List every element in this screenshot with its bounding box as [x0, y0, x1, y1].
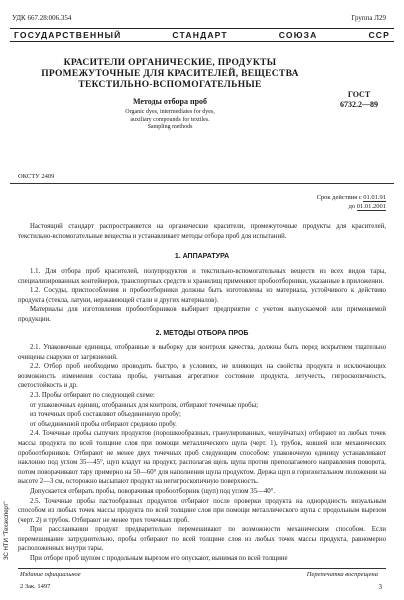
- banner-word: ГОСУДАРСТВЕННЫЙ: [14, 30, 122, 40]
- gost-number: ГОСТ 6732.2—89: [340, 90, 378, 109]
- section-1-body: 1.1. Для отбора проб красителей, полупродуктов и текстильно-вспомогательных веществ из всех видов тары, специализированных контейнеров, транспортных средств и хранилищ применяют пробоотборники, указанные в приложении. 1.2. Сосуды, приспособления и пробоотборники должны быть изготовлены из материала, устойчивого к действию продукта (стекла, латуни, нержавеющей стали и других материалов). Материалы для изготовления пробоотборников выбирает предприятие с учетом выпускаемой или применяемой продукции.: [18, 268, 386, 323]
- document-title: [20, 58, 320, 132]
- title-line: ПРОМЕЖУТОЧНЫЕ ДЛЯ КРАСИТЕЛЕЙ, ВЕЩЕСТВА: [41, 69, 299, 79]
- banner-word: СОЮЗА: [278, 30, 318, 40]
- banner-word: ССР: [368, 30, 390, 40]
- section-heading: 1. АППАРАТУРА: [174, 253, 230, 260]
- title-line: ТЕКСТИЛЬНО-ВСПОМОГАТЕЛЬНЫЕ: [78, 80, 262, 90]
- divider: [10, 183, 394, 184]
- page-number: 3: [378, 583, 382, 591]
- udk-code: УДК 667.28:006.354: [12, 14, 72, 22]
- section-heading: 2. МЕТОДЫ ОТБОРА ПРОБ: [155, 330, 249, 337]
- footer-official-edition: Издание официальное: [20, 571, 81, 578]
- banner-word: СТАНДАРТ: [172, 30, 228, 40]
- sidebar-stamp: ЗС НТИ "Техэксперт": [4, 501, 10, 560]
- standard-banner: [10, 28, 394, 42]
- title-line: КРАСИТЕЛИ ОРГАНИЧЕСКИЕ, ПРОДУКТЫ: [63, 58, 277, 68]
- subtitle-ru: Методы отбора проб: [132, 97, 208, 106]
- section-2-body: 2.1. Упаковочные единицы, отобранные в выборку для контроля качества, должны быть перед вскрытием тщательно очищены снаружи от загрязнений. 2.2. Отбор проб необходимо проводить быстро, в условиях, не влияющих на свойства продукта и исключающих возможность изменения состава пробы, учитывая агрегатное состояние продукта, летучесть, гигроскопичность, светостойкость и др. 2.3. Пробы отбирают по следующей схеме: от упаковочных единиц, отобранных для контроля, отбирают точечные пробы; из точечных проб составляют объединенную пробу; от объединенной пробы отбирают среднюю пробу. 2.4. Точечные пробы сыпучих продуктов (порошкообразных, гранулированных, чешуйчатых) отбирают из любых точек массы продукта по всей толщине слоя при помощи металлического щупа (черт. 1), трубок, ковшей или механических пробоотборников. Отбирают не менее двух точечных проб следующим способом: упаковочную единицу устанавливают наклонно под углом 35—45°, щуп кладут на продукт, располагая щель щупа против преполагаемого направления поворота, потом поворачивают тару примерно на 50—60° для наполнения щупа продуктом. Держа щуп в горизонтальном положении на высоте 2—3 см, осторожно высыпают продукт на негигроскопичную поверхность. Допускается отбирать пробы, поворачивая пробоотборник (щуп) под углом 35—40°. 2.5. Точечные пробы пастообразных продуктов отбирают после проверки продукта на однородность визуальным способом из любых точек массы продукта по всей толщине слоя при помощи металлического щупа с продольным вырезом (черт. 2) и трубок. Отбирают не менее трех точечных проб. При расслаивании продукт предварительно перемешивают по возможности механическим способом. Если перемешивание затруднительно, пробы отбирают по всей толщине слоя из любых точек массы продукта, равномерно расположенных внутри тары. При отборе проб щупом с продольным вырезом его опускают, вынимая по всей толщине: [18, 344, 386, 563]
- okstu-code: ОКСТУ 2409: [18, 173, 55, 180]
- validity-period: Срок действия с 01.01.91 до 01.01.2001: [316, 194, 386, 210]
- footer-reprint-notice: Перепечатка воспрещена: [306, 571, 378, 578]
- footer-divider: [18, 568, 386, 569]
- intro-paragraph: Настоящий стандарт распространяется на органические красители, промежуточные продукты для красителей, текстильно-вспомогательные вещества и устанавливает методы отбора проб для испытаний.: [18, 223, 386, 240]
- group-code: Группа Л29: [351, 14, 386, 22]
- footer-order-number: 2 Зак. 1497: [20, 583, 51, 590]
- subtitle-en: Organic dyes, intermediates for dyes, auxiliary compounds for textiles. Sampling methods: [125, 109, 215, 130]
